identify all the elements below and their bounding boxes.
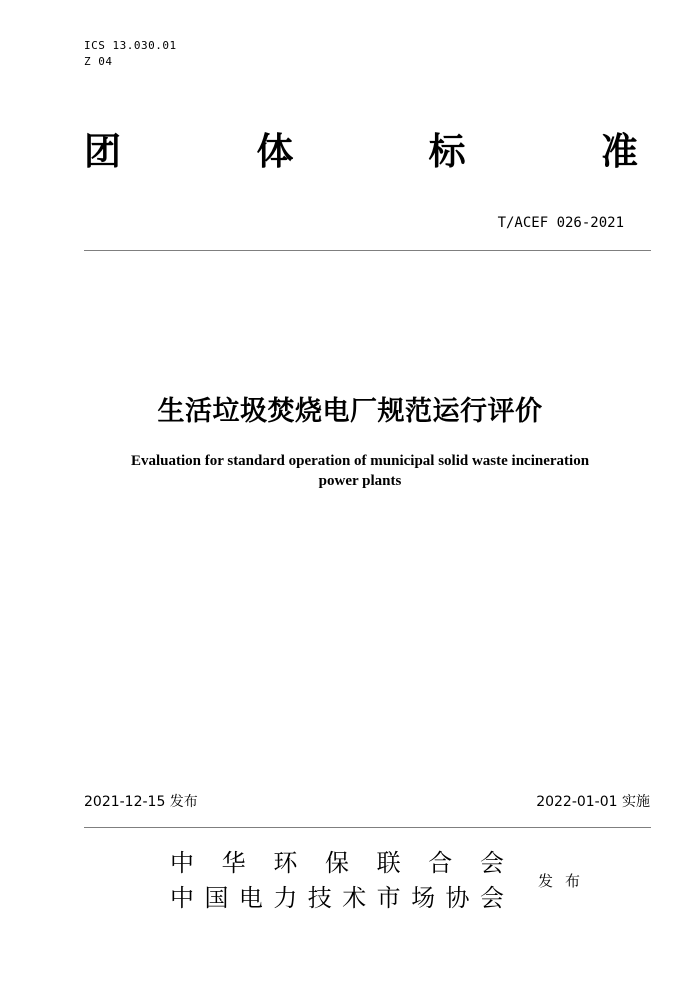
publish-char: 布 <box>564 872 580 890</box>
english-title-line-1: Evaluation for standard operation of municipal solid waste incineration <box>130 453 590 469</box>
bottom-divider <box>84 827 651 828</box>
publisher-org-1 <box>170 846 504 880</box>
publisher-org-2 <box>170 881 504 915</box>
top-divider <box>84 250 651 251</box>
publish-char: 发 <box>538 872 554 890</box>
org-char: 电 <box>238 884 263 912</box>
english-title-line-2: power plants <box>318 473 402 489</box>
org-char: 环 <box>273 849 298 877</box>
org-char: 华 <box>221 849 246 877</box>
org-char: 联 <box>376 849 401 877</box>
publish-label <box>538 870 580 892</box>
ccs-code: Z 04 <box>84 55 113 68</box>
org-char: 中 <box>170 849 194 877</box>
org-char: 力 <box>273 884 298 912</box>
org-char: 保 <box>324 849 349 877</box>
ics-code: ICS 13.030.01 <box>84 39 177 52</box>
org-char: 协 <box>445 884 470 912</box>
org-char: 会 <box>479 884 504 912</box>
org-char: 中 <box>170 884 194 912</box>
org-char: 会 <box>479 849 504 877</box>
org-char: 场 <box>411 884 436 912</box>
issue-date: 2021-12-15 发布 <box>84 794 198 810</box>
implementation-date: 2022-01-01 实施 <box>536 794 650 810</box>
standard-number: T/ACEF 026-2021 <box>497 215 624 231</box>
org-char: 术 <box>342 884 367 912</box>
standard-type-char: 团 <box>84 130 121 173</box>
standard-type-char: 准 <box>600 130 638 173</box>
org-char: 技 <box>307 884 332 912</box>
document-title-chinese: 生活垃圾焚烧电厂规范运行评价 <box>157 396 543 427</box>
org-char: 合 <box>428 849 453 877</box>
standard-type-char: 标 <box>428 130 466 173</box>
standard-type-heading <box>84 128 638 176</box>
standard-type-char: 体 <box>256 130 294 173</box>
org-char: 国 <box>204 884 229 912</box>
org-char: 市 <box>376 884 401 912</box>
document-title-english <box>90 451 630 491</box>
